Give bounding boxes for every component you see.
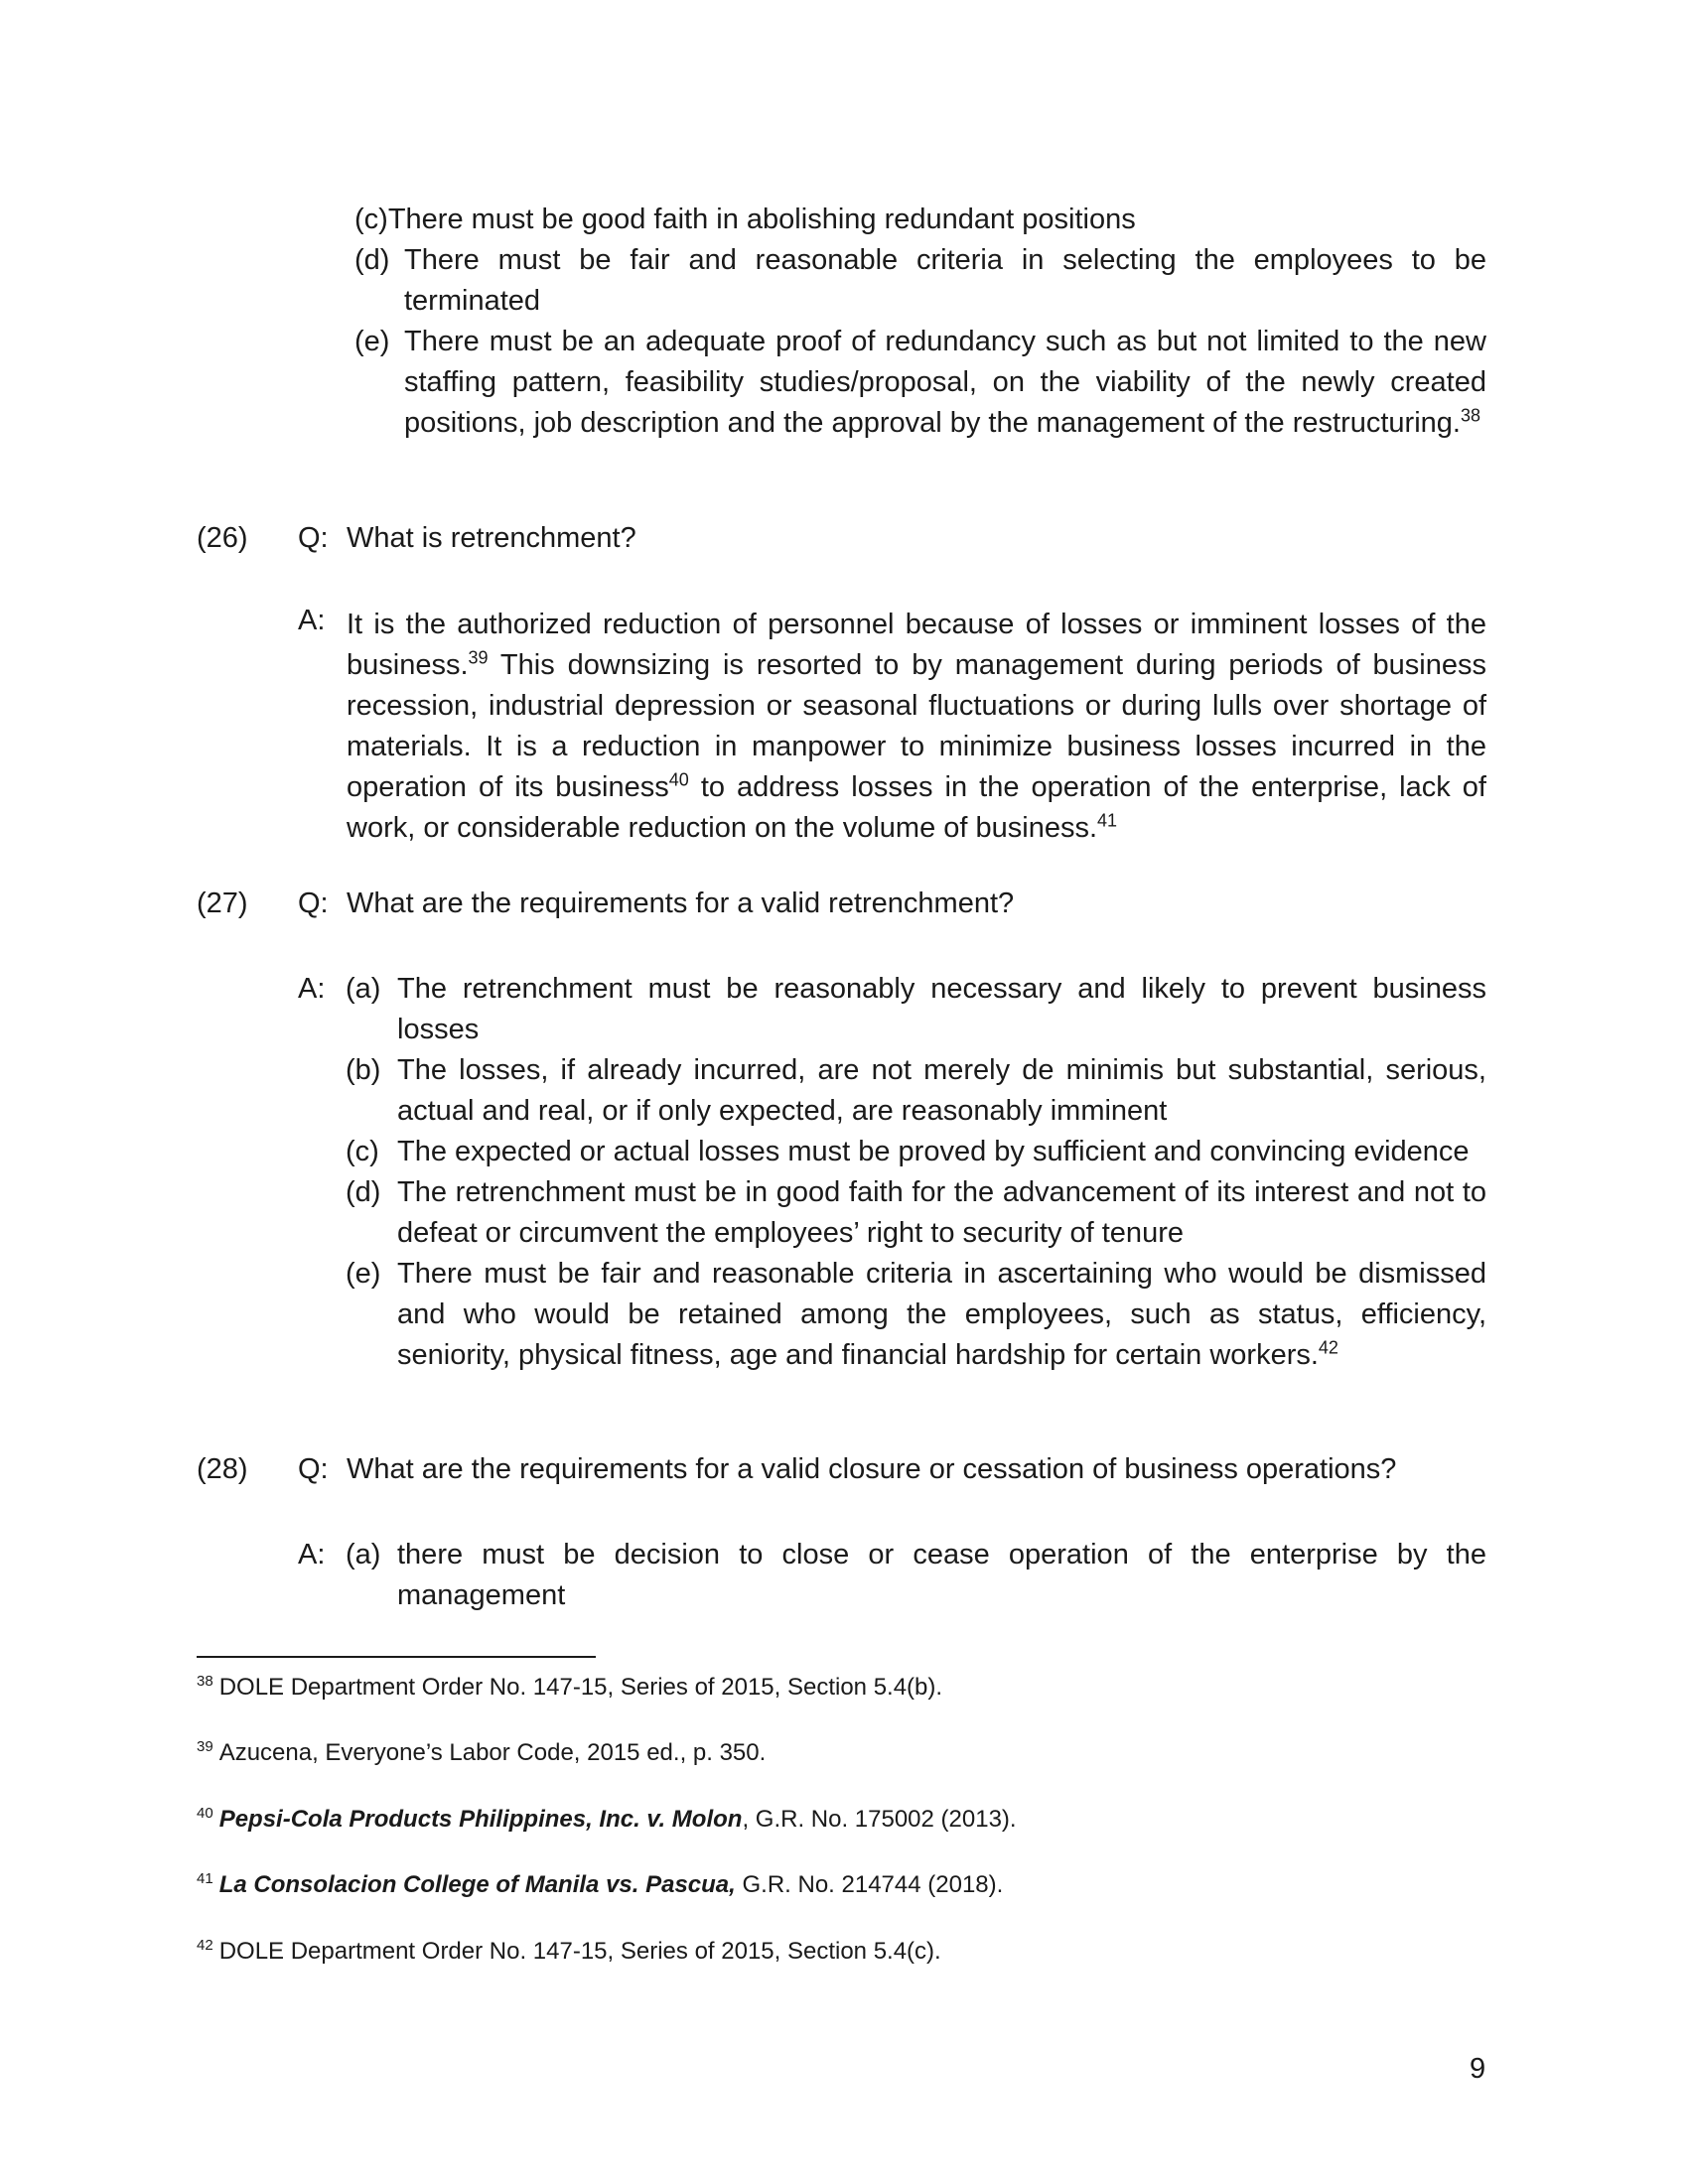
footnote-text: G.R. No. 214744 (2018). bbox=[735, 1871, 1004, 1898]
list-marker: (d) bbox=[354, 244, 390, 276]
list-marker: (e) bbox=[354, 326, 390, 357]
footnote-39 bbox=[197, 1738, 766, 1768]
question-label: Q: bbox=[298, 887, 329, 919]
footnote-ref: 39 bbox=[468, 647, 489, 668]
list-item bbox=[298, 1254, 1486, 1376]
list-item-text: The retrenchment must be reasonably necessary and likely to prevent business losses bbox=[397, 973, 1486, 1045]
footnote-number: 41 bbox=[197, 1870, 213, 1887]
footnote-number: 38 bbox=[197, 1673, 213, 1690]
question-number: (26) bbox=[197, 522, 248, 554]
case-name: Pepsi-Cola Products Philippines, Inc. v. Molon bbox=[218, 1806, 743, 1833]
question-text: What are the requirements for a valid retrenchment? bbox=[347, 887, 1015, 919]
footnote-ref: 42 bbox=[1318, 1337, 1338, 1358]
list-marker: (d) bbox=[346, 1176, 381, 1208]
footnote-ref: 41 bbox=[1097, 810, 1118, 831]
footnote-divider bbox=[197, 1656, 596, 1658]
list-item bbox=[354, 240, 1486, 322]
list-marker: (c) bbox=[346, 1136, 379, 1167]
list-item bbox=[298, 1172, 1486, 1254]
list-marker: (a) bbox=[346, 973, 381, 1005]
list-marker: (a) bbox=[346, 1539, 381, 1570]
answer-text-part: to address losses in the operation of the enterprise, lack of work, or considerable reduction on the volume of business. bbox=[347, 771, 1486, 844]
footnote-42 bbox=[197, 1937, 941, 1967]
list-item-text: The expected or actual losses must be proved by sufficient and convincing evidence bbox=[397, 1136, 1470, 1167]
question-label: Q: bbox=[298, 522, 329, 554]
list-marker: (e) bbox=[346, 1258, 381, 1290]
answer-label: A: bbox=[298, 973, 326, 1005]
answer-list bbox=[298, 1535, 1486, 1616]
footnote-text: DOLE Department Order No. 147-15, Series of 2015, Section 5.4(b). bbox=[218, 1674, 943, 1701]
answer-text-part: This downsizing is resorted to by management during periods of business recession, industrial depression or seasonal fluctuations or during lulls over shortage of materials. It is a reduction in manpower to minimize business losses incurred in the operation of its business bbox=[347, 649, 1486, 803]
list-item bbox=[298, 1132, 1486, 1172]
list-item bbox=[354, 322, 1486, 444]
list-item-text: The losses, if already incurred, are not merely de minimis but substantial, serious, actual and real, or if only expected, are reasonably imminent bbox=[397, 1054, 1486, 1127]
case-name: La Consolacion College of Manila vs. Pascua, bbox=[218, 1871, 736, 1898]
answer-text bbox=[347, 605, 1486, 849]
footnote-number: 39 bbox=[197, 1738, 213, 1755]
answer-label: A: bbox=[298, 605, 326, 636]
footnote-number: 42 bbox=[197, 1937, 213, 1954]
footnote-text: Azucena, Everyone’s Labor Code, 2015 ed., p. 350. bbox=[218, 1739, 767, 1766]
list-item bbox=[298, 969, 1486, 1050]
footnote-text: DOLE Department Order No. 147-15, Series of 2015, Section 5.4(c). bbox=[218, 1938, 941, 1965]
list-item-text: There must be fair and reasonable criteria in selecting the employees to be terminated bbox=[404, 244, 1486, 317]
list-item-text: The retrenchment must be in good faith for the advancement of its interest and not to defeat or circumvent the employees’ right to security of tenure bbox=[397, 1176, 1486, 1249]
list-item-text: There must be good faith in abolishing redundant positions bbox=[387, 204, 1136, 235]
list-item bbox=[298, 1050, 1486, 1132]
list-item bbox=[298, 1535, 1486, 1616]
list-item bbox=[354, 200, 1486, 240]
footnote-text: , G.R. No. 175002 (2013). bbox=[742, 1806, 1017, 1833]
question-number: (28) bbox=[197, 1453, 248, 1485]
footnote-ref: 38 bbox=[1460, 405, 1480, 426]
answer-list bbox=[298, 969, 1486, 1376]
question-text: What are the requirements for a valid closure or cessation of business operations? bbox=[347, 1453, 1397, 1485]
footnote-41 bbox=[197, 1870, 1003, 1900]
answer-text-part: It is the authorized reduction of personnel because of losses or imminent losses of the business. bbox=[347, 609, 1486, 681]
list-item-text: There must be an adequate proof of redundancy such as but not limited to the new staffing pattern, feasibility studies/proposal, on the viability of the newly created positions, job description and the approval by the management of the restructuring. bbox=[404, 326, 1486, 439]
footnote-ref: 40 bbox=[668, 769, 689, 790]
question-label: Q: bbox=[298, 1453, 329, 1485]
page-number: 9 bbox=[1470, 2053, 1486, 2085]
footnote-number: 40 bbox=[197, 1805, 213, 1822]
list-item-text: there must be decision to close or cease operation of the enterprise by the management bbox=[397, 1539, 1486, 1611]
footnote-38 bbox=[197, 1673, 942, 1703]
redundancy-requirements-list bbox=[354, 200, 1486, 444]
list-marker: (c) bbox=[354, 204, 388, 235]
list-marker: (b) bbox=[346, 1054, 381, 1086]
question-number: (27) bbox=[197, 887, 248, 919]
footnote-40 bbox=[197, 1805, 1017, 1835]
list-item-text: There must be fair and reasonable criteria in ascertaining who would be dismissed and who would be retained among the employees, such as status, efficiency, seniority, physical fitness, age and financial hardship for certain workers. bbox=[397, 1258, 1486, 1371]
answer-label: A: bbox=[298, 1539, 326, 1570]
question-text: What is retrenchment? bbox=[347, 522, 636, 554]
